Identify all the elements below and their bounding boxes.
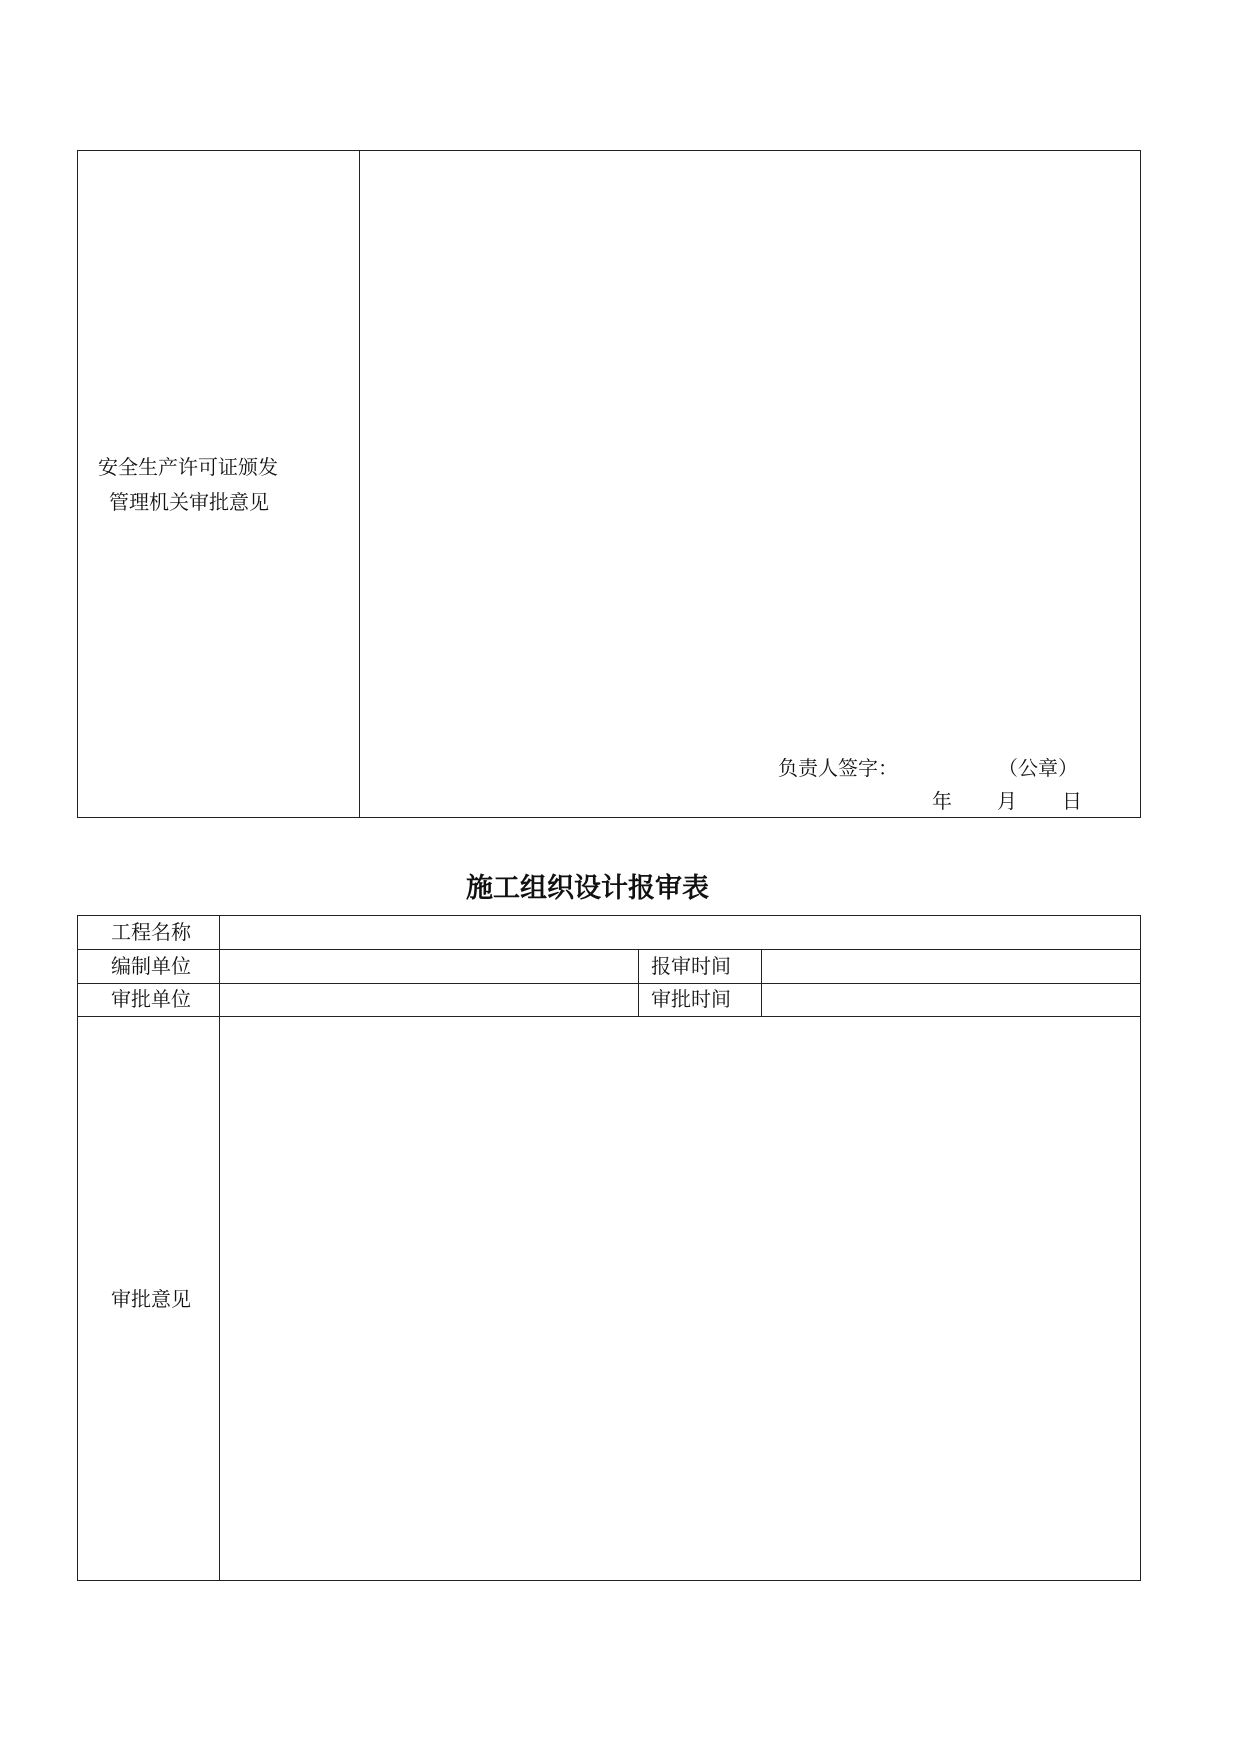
- approving-unit-label: 审批单位: [111, 987, 191, 1011]
- project-name-field[interactable]: [223, 917, 1137, 947]
- authority-label-line2: 管理机关审批意见: [109, 490, 269, 514]
- submission-time-label: 报审时间: [651, 954, 731, 978]
- approval-time-label: 审批时间: [651, 987, 731, 1011]
- date-month-label: 月: [997, 789, 1017, 813]
- signature-label: 负责人签字：: [778, 756, 898, 780]
- authority-opinion-field[interactable]: [362, 153, 1138, 753]
- seal-label: （公章）: [998, 756, 1078, 780]
- mid-column-divider-left: [638, 949, 639, 1016]
- date-day-label: 日: [1062, 789, 1082, 813]
- row-divider-2: [77, 983, 1141, 984]
- authority-table-divider: [359, 150, 360, 818]
- compiling-unit-field[interactable]: [223, 951, 635, 981]
- approving-unit-field[interactable]: [223, 985, 635, 1014]
- approval-time-field[interactable]: [765, 985, 1137, 1014]
- signature-field[interactable]: [900, 756, 995, 780]
- date-year-label: 年: [932, 789, 952, 813]
- compiling-unit-label: 编制单位: [111, 954, 191, 978]
- project-name-label: 工程名称: [111, 920, 191, 944]
- submission-time-field[interactable]: [765, 951, 1137, 981]
- row-divider-3: [77, 1016, 1141, 1017]
- approval-opinion-field[interactable]: [223, 1019, 1137, 1577]
- authority-label-line1: 安全生产许可证颁发: [98, 455, 278, 479]
- form-title: 施工组织设计报审表: [466, 873, 709, 904]
- approval-opinion-label: 审批意见: [111, 1287, 191, 1311]
- label-column-divider: [219, 915, 220, 1581]
- mid-column-divider-right: [761, 949, 762, 1016]
- row-divider-1: [77, 949, 1141, 950]
